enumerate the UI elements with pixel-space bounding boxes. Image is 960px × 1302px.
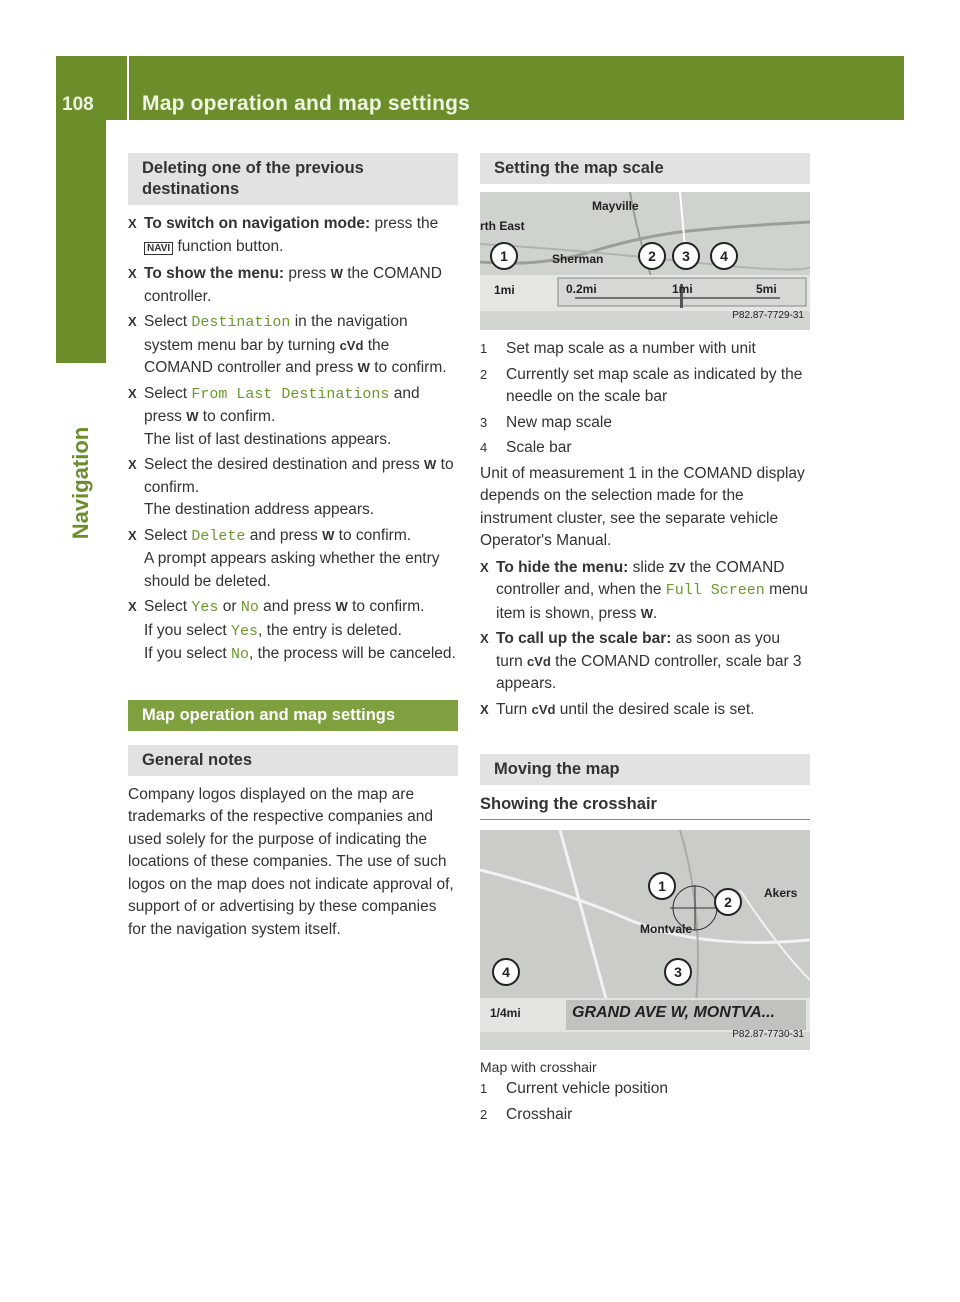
step-text: the COMAND controller, scale bar [550,652,793,670]
para-text: Unit of measurement [480,464,629,482]
map-label: Montvale [640,921,693,936]
arrow-icon [128,596,137,619]
step-text: press the [370,215,439,232]
step-text: the COMAND controller. [144,265,442,305]
step-text: the COMAND controller and press [144,336,390,376]
step-text: the COMAND controller and, when the [496,558,785,598]
map-label: Mayville [592,199,639,213]
arrow-icon [128,383,137,406]
side-tab [56,363,106,603]
legend-item [480,338,810,361]
step [128,213,458,260]
header-divider [127,56,129,120]
sub-heading: Showing the crosshair [480,793,810,820]
step [128,596,458,667]
legend-text: Scale bar [506,439,572,456]
step-result [144,620,458,644]
legend-text: Set map scale as a number with unit [506,340,756,357]
callout-2: 2 [714,888,742,916]
legend-number: 4 [480,440,488,455]
step-result: The destination address appears. [144,501,375,518]
scale-tick-label: 1mi [672,282,693,296]
step-result: The list of last destinations appears. [144,430,392,448]
callout-2: 2 [638,242,666,270]
step-text: Select [144,384,192,402]
navi-button-icon: NAVI [144,242,173,255]
arrow-icon [480,628,489,651]
press-icon: W [357,360,370,375]
side-tab-label: Navigation [68,426,93,540]
turn-icon: cVd [339,337,364,353]
press-icon: W [424,457,437,472]
step-text: until the desired scale is set. [555,700,755,718]
map-label: Sherman [552,252,604,266]
step-bold: To hide the menu: [496,558,629,576]
scale-tick-label: 5mi [756,282,777,296]
step-text: If you select [144,621,232,639]
legend-number: 2 [480,1106,488,1122]
left-column [128,153,458,945]
step-text: Select [144,313,192,330]
page-title: Map operation and map settings [142,92,471,115]
step-text: press [284,265,327,282]
step-result: A prompt appears asking whether the entry should be deleted. [144,550,440,590]
arrow-icon [480,557,489,580]
image-reference: P82.87-7730-31 [732,1029,804,1040]
press-icon: W [186,409,199,424]
callout-1: 1 [490,242,518,270]
step-text: slide [628,558,669,576]
map-label: rth East [480,219,525,233]
map-label: Akers [764,885,798,900]
section-heading: Setting the map scale [480,153,810,184]
street-name: GRAND AVE W, MONTVA... [572,1003,775,1021]
legend-number: 2 [480,366,488,382]
step-bold: To show the menu: [144,265,285,282]
menu-term: Yes [191,599,219,616]
crosshair-screenshot [480,830,810,1050]
step-text: to confirm. [369,359,447,376]
step-text: . [653,604,658,622]
menu-term: Delete [191,527,246,545]
step-text: Select [144,526,192,544]
callout-4: 4 [492,958,520,986]
callout-3: 3 [664,958,692,986]
legend-number: 1 [480,341,488,356]
menu-term: From Last Destinations [191,385,390,403]
legend-ref: 1 [628,464,637,482]
step-text: menu item is shown, press [496,581,808,622]
step-text: to confirm. [198,408,276,425]
legend-item [480,412,810,435]
step [128,454,458,522]
menu-term: Destination [191,314,291,331]
legend-ref: 3 [792,652,802,670]
step [128,383,458,452]
legend-item [480,1104,810,1127]
turn-icon: cVd [527,653,551,669]
callout-1: 1 [648,872,676,900]
legend-text: New map scale [506,413,612,431]
section-heading: Moving the map [480,754,810,785]
step-result [144,643,458,667]
step [480,699,810,722]
legend-text: Current vehicle position [506,1080,668,1097]
legend-item [480,437,810,460]
general-notes-text: Company logos displayed on the map are trademarks of the respective companies and used solely for the purpose of indicating the locations of these companies. The use of such logos on the map does not indicate approval of, support of or advertising by these companies for the navigation system itself. [128,785,454,938]
step-text: If you select [144,645,232,662]
section-heading: Deleting one of the previous destinations [128,153,458,205]
step-bold: To call up the scale bar: [496,630,672,647]
step-bold: To switch on navigation mode: [144,215,371,232]
press-icon: W [322,527,335,543]
image-reference: P82.87-7729-31 [732,309,804,321]
section-heading: General notes [128,745,458,776]
step-text: to confirm. [334,526,412,544]
slide-icon: ZV [668,559,686,575]
step-text: or [218,598,241,615]
step-text: Turn [496,700,532,718]
menu-term: Full Screen [665,582,765,599]
figure-caption: Map with crosshair [480,1058,597,1075]
step [128,311,458,380]
step-text: to confirm. [347,598,425,615]
step-text: to confirm. [144,456,454,496]
step-text: function button. [173,237,284,255]
arrow-icon [128,213,137,236]
step-text: Select the desired destination and press [144,456,425,473]
menu-term: No [240,599,259,616]
press-icon: W [335,599,348,614]
section-heading-green: Map operation and map settings [128,700,458,731]
unit-paragraph [480,463,810,553]
para-text: in the COMAND display depends on the selection made for the instrument cluster, see the separate vehicle Operator's Manual. [480,464,805,549]
arrow-icon [480,699,489,722]
menu-term: No [231,646,250,663]
map-scale-screenshot [480,192,810,330]
legend-text: Currently set map scale as indicated by the needle on the scale bar [506,365,803,405]
arrow-icon [128,263,137,286]
step-text: as soon as you turn [496,630,781,670]
step [128,263,458,308]
callout-4: 4 [710,242,738,270]
step [480,557,810,626]
arrow-icon [128,311,137,334]
right-column [480,153,810,1129]
step-text: in the navigation system menu bar by turning [144,313,408,354]
legend-item [480,1078,810,1101]
step-text: and press [258,598,336,615]
step-text: Select [144,598,192,615]
legend-text: Crosshair [506,1105,573,1123]
arrow-icon [128,525,137,548]
scale-value-label: 1/4mi [490,1005,521,1020]
step [480,628,810,696]
step-text: and press [245,526,323,544]
scale-tick-label: 0.2mi [566,282,597,296]
press-icon: W [330,266,343,281]
scale-value-label: 1mi [494,283,515,297]
legend-number: 3 [480,414,488,430]
press-icon: W [640,605,653,621]
callout-3: 3 [672,242,700,270]
side-block [56,120,106,363]
page-number: 108 [62,94,94,115]
step-text: , the entry is deleted. [258,621,402,639]
step-text: appears. [496,675,557,692]
step [128,525,458,594]
turn-icon: cVd [531,701,556,717]
arrow-icon [128,454,137,477]
legend-number: 1 [480,1081,488,1096]
step-text: , the process will be canceled. [249,645,456,662]
menu-term: Yes [231,622,259,640]
legend-item [480,364,810,409]
step-text: and press [144,384,420,425]
